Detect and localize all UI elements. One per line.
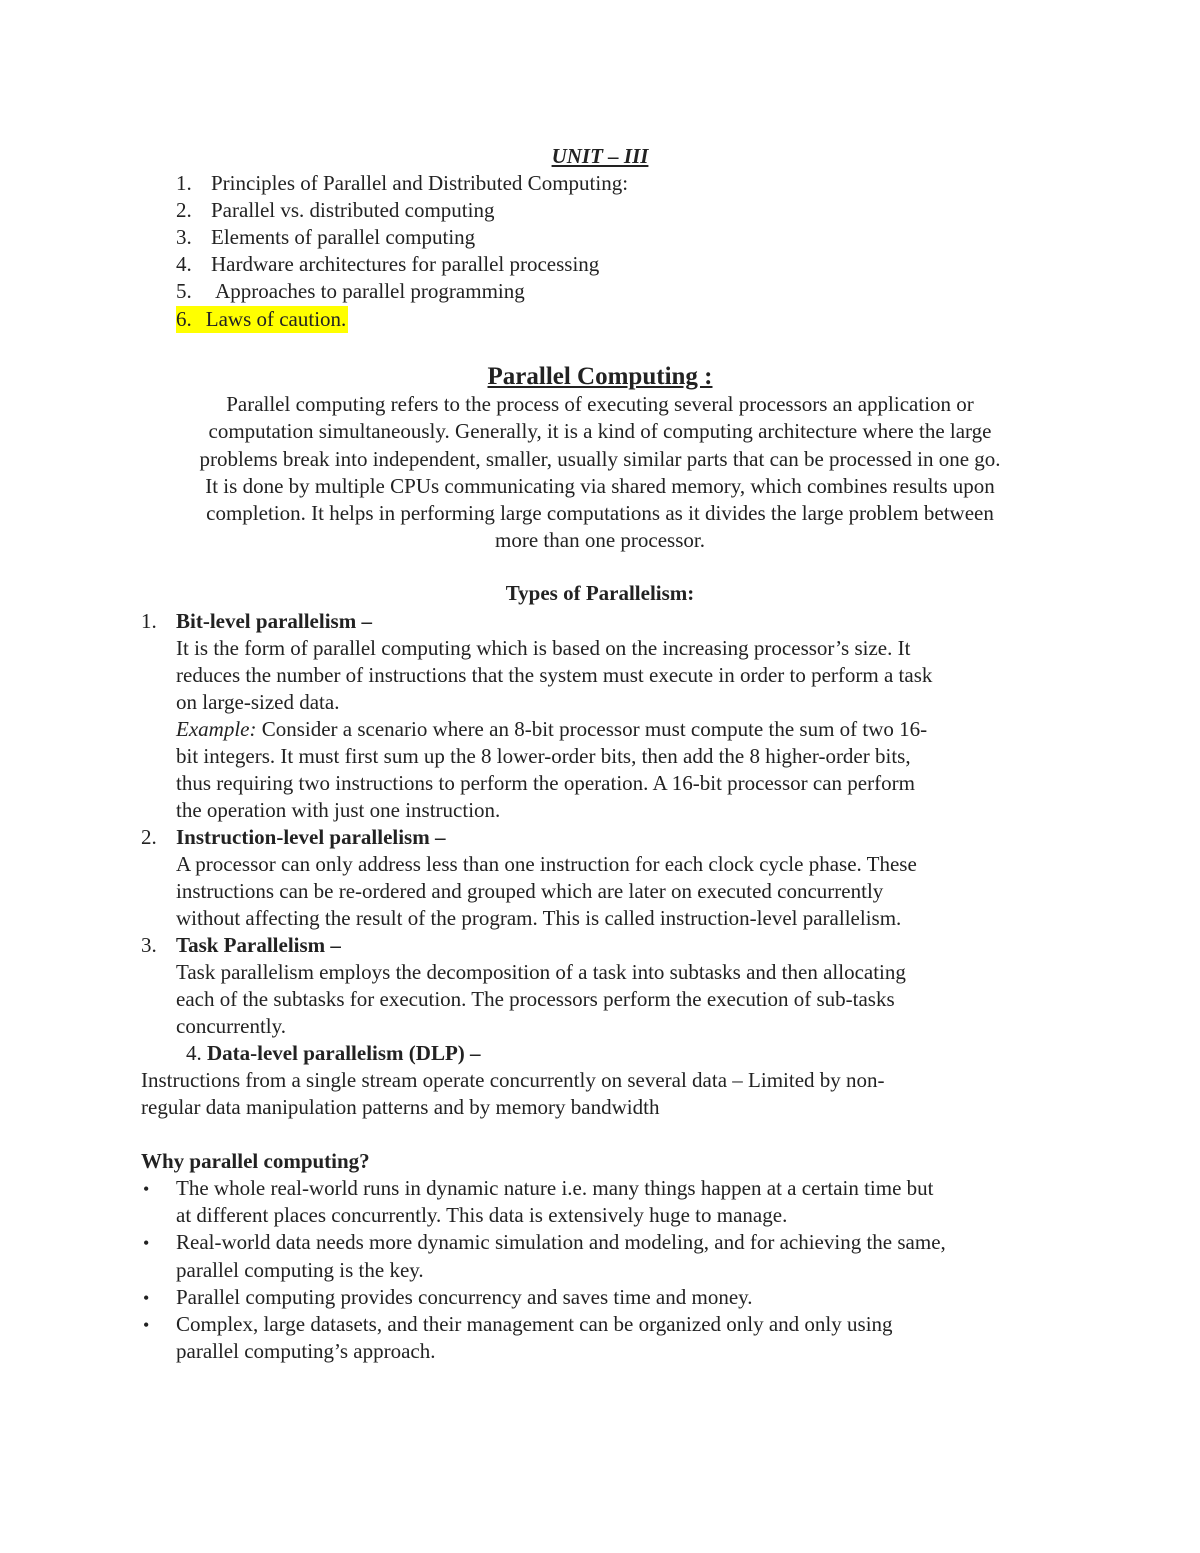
paragraph-line: Parallel computing refers to the process of executing several processors an application or <box>226 392 974 416</box>
toc-number: 1. <box>176 171 192 195</box>
body-line: reduces the number of instructions that the system must execute in order to perform a task <box>176 663 933 687</box>
bullet-line: Complex, large datasets, and their management can be organized only and only using <box>176 1312 893 1336</box>
bullet-line: Parallel computing provides concurrency and saves time and money. <box>176 1285 753 1309</box>
toc-item-text: Laws of caution. <box>205 307 347 331</box>
types-heading: Types of Parallelism: <box>505 581 695 605</box>
toc-number: 2. <box>176 198 192 222</box>
why-heading: Why parallel computing? <box>141 1149 370 1173</box>
paragraph-line: computation simultaneously. Generally, it is a kind of computing architecture where the large <box>208 419 992 443</box>
body-line: without affecting the result of the program. This is called instruction-level parallelism. <box>176 906 902 930</box>
paragraph-line: more than one processor. <box>495 528 705 552</box>
bullet-line: parallel computing’s approach. <box>176 1339 436 1363</box>
body-line: on large-sized data. <box>176 690 340 714</box>
bullet-line: parallel computing is the key. <box>176 1258 424 1282</box>
example-text: Consider a scenario where an 8-bit processor must compute the sum of two 16- <box>256 717 928 741</box>
toc-item-highlighted <box>176 306 348 333</box>
body-line: each of the subtasks for execution. The processors perform the execution of sub-tasks <box>176 987 895 1011</box>
body-line: Task parallelism employs the decomposition of a task into subtasks and then allocating <box>176 960 906 984</box>
bullet-line: at different places concurrently. This data is extensively huge to manage. <box>176 1203 788 1227</box>
toc-item: Hardware architectures for parallel processing <box>211 252 600 276</box>
toc-item: Approaches to parallel programming <box>211 279 525 303</box>
paragraph-line: It is done by multiple CPUs communicating via shared memory, which combines results upon <box>205 474 995 498</box>
body-line: the operation with just one instruction. <box>176 798 501 822</box>
type-number: 1. <box>141 609 157 633</box>
bullet-icon: • <box>143 1315 150 1335</box>
bullet-line: Real-world data needs more dynamic simulation and modeling, and for achieving the same, <box>176 1230 946 1254</box>
toc-item: Parallel vs. distributed computing <box>211 198 495 222</box>
type-heading-bit-level: Bit-level parallelism – <box>176 609 372 633</box>
body-line: regular data manipulation patterns and by memory bandwidth <box>141 1095 660 1119</box>
body-line: It is the form of parallel computing which is based on the increasing processor’s size. It <box>176 636 911 660</box>
body-line: bit integers. It must first sum up the 8 lower-order bits, then add the 8 higher-order bits, <box>176 744 911 768</box>
type-number: 4. <box>186 1041 202 1065</box>
type-number: 3. <box>141 933 157 957</box>
body-line: concurrently. <box>176 1014 287 1038</box>
body-line: instructions can be re-ordered and grouped which are later on executed concurrently <box>176 879 884 903</box>
body-line: thus requiring two instructions to perform the operation. A 16-bit processor can perform <box>176 771 915 795</box>
unit-title: UNIT – III <box>551 144 649 168</box>
toc-number: 3. <box>176 225 192 249</box>
toc-item: Elements of parallel computing <box>211 225 476 249</box>
bullet-icon: • <box>143 1288 150 1308</box>
bullet-icon: • <box>143 1233 150 1253</box>
type-heading-instruction-level: Instruction-level parallelism – <box>176 825 446 849</box>
example-line <box>176 716 927 743</box>
body-line: A processor can only address less than one instruction for each clock cycle phase. These <box>176 852 917 876</box>
paragraph-line: problems break into independent, smaller, usually similar parts that can be processed in one go. <box>199 447 1001 471</box>
toc-item: Principles of Parallel and Distributed Computing: <box>211 171 629 195</box>
example-label: Example: <box>176 717 257 741</box>
type-heading-data-level: Data-level parallelism (DLP) – <box>207 1041 481 1065</box>
section-title-parallel-computing: Parallel Computing : <box>487 363 713 390</box>
paragraph-line: completion. It helps in performing large computations as it divides the large problem between <box>206 501 994 525</box>
toc-number: 4. <box>176 252 192 276</box>
type-heading-task: Task Parallelism – <box>176 933 341 957</box>
bullet-icon: • <box>143 1179 150 1199</box>
toc-number: 5. <box>176 279 192 303</box>
body-line: Instructions from a single stream operate concurrently on several data – Limited by non- <box>141 1068 885 1092</box>
toc-number: 6. <box>176 307 192 331</box>
bullet-line: The whole real-world runs in dynamic nature i.e. many things happen at a certain time but <box>176 1176 934 1200</box>
type-number: 2. <box>141 825 157 849</box>
